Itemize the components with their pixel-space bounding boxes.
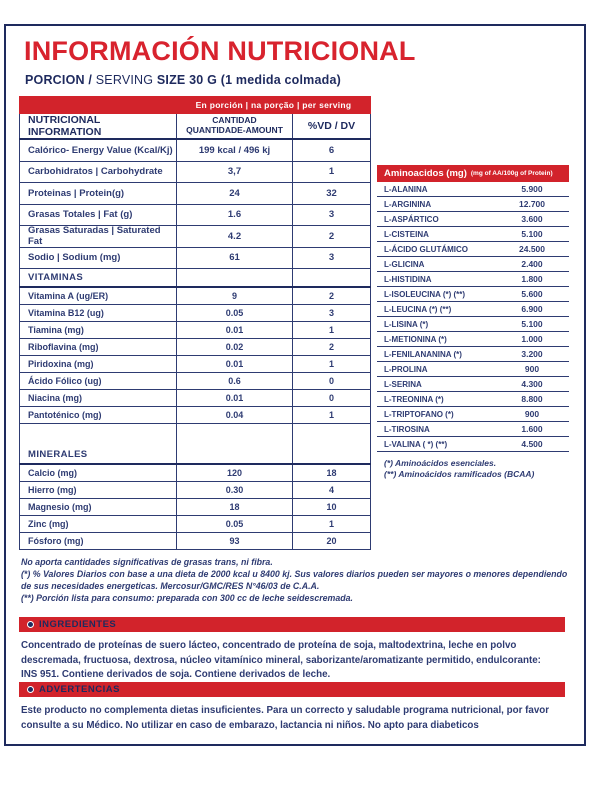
row-dv: [292, 269, 371, 286]
row-dv: 1: [292, 516, 371, 532]
row-amount: 3,7: [176, 162, 292, 183]
row-dv: 1: [292, 407, 371, 423]
amino-row: [377, 422, 569, 437]
row-label: Piridoxina (mg): [19, 356, 176, 372]
row-label: Ácido Fólico (ug): [19, 373, 176, 389]
header-col-amount: [176, 114, 292, 138]
amino-acids-table: [377, 165, 569, 481]
row-dv: 2: [292, 226, 371, 247]
amino-footnotes: [377, 458, 569, 481]
amino-name: L-LISINA (*): [384, 319, 429, 329]
amino-row: [377, 317, 569, 332]
table-row: [19, 305, 371, 322]
amino-header-subtitle: (mg of AA/100g of Protein): [470, 170, 553, 177]
row-label: Hierro (mg): [19, 482, 176, 498]
amino-row: [377, 392, 569, 407]
header-amount-line1: CANTIDAD: [212, 115, 257, 126]
table-row: [19, 248, 371, 270]
amino-value: 3.200: [521, 349, 543, 359]
per-serving-band: [19, 96, 371, 114]
row-amount: 199 kcal / 496 kj: [176, 140, 292, 161]
row-label: VITAMINAS: [19, 269, 176, 286]
amino-value: 5.600: [521, 289, 543, 299]
ingredients-heading: INGREDIENTES: [39, 619, 117, 630]
table-footnotes: [21, 556, 576, 605]
row-dv: 1: [292, 162, 371, 183]
amino-name: L-SERINA: [384, 379, 422, 389]
row-label: Vitamina A (ug/ER): [19, 288, 176, 304]
row-amount: 4.2: [176, 226, 292, 247]
header-col-dv: %VD / DV: [292, 114, 371, 138]
row-label: Grasas Saturadas | Saturated Fat: [19, 226, 176, 247]
row-label: Proteinas | Protein(g): [19, 183, 176, 204]
row-amount: [176, 446, 292, 463]
row-amount: 0.02: [176, 339, 292, 355]
table-row: [19, 390, 371, 407]
amino-row: [377, 257, 569, 272]
row-dv: 4: [292, 482, 371, 498]
page-title: INFORMACIÓN NUTRICIONAL: [24, 36, 416, 66]
row-label: Magnesio (mg): [19, 499, 176, 515]
row-dv: 18: [292, 465, 371, 481]
row-amount: 24: [176, 183, 292, 204]
row-dv: 2: [292, 339, 371, 355]
amino-value: 1.600: [521, 424, 543, 434]
table-row: [19, 499, 371, 516]
header-col-info: NUTRICIONAL INFORMATION: [19, 114, 176, 138]
amino-value: 5.100: [521, 319, 543, 329]
row-amount: 120: [176, 465, 292, 481]
footnote-daily-values: (*) % Valores Diarios con base a una dieta de 2000 kcal u 8400 kj. Sus valores diarios pueden ser mayores o menores dependiendo de sus necesidades energeticas. Mercosur/GMC/RES N°46/03 de C.A.A.: [21, 569, 568, 592]
amino-name: L-ÁCIDO GLUTÁMICO: [384, 244, 468, 254]
bullet-circle-icon: [27, 621, 34, 628]
amino-row: [377, 227, 569, 242]
amino-name: L-GLICINA: [384, 259, 425, 269]
amino-value: 1.000: [521, 334, 543, 344]
row-label: Fósforo (mg): [19, 533, 176, 549]
table-row: [19, 322, 371, 339]
row-amount: 0.01: [176, 390, 292, 406]
amino-row: [377, 347, 569, 362]
amino-row: [377, 272, 569, 287]
amino-row: [377, 407, 569, 422]
amino-value: 4.300: [521, 379, 543, 389]
table-row: [19, 533, 371, 550]
amino-name: L-FENILANANINA (*): [384, 349, 462, 359]
row-label: Riboflavina (mg): [19, 339, 176, 355]
row-amount: 0.30: [176, 482, 292, 498]
row-dv: 0: [292, 390, 371, 406]
row-amount: 9: [176, 288, 292, 304]
amino-name: L-TRIPTOFANO (*): [384, 409, 454, 419]
label-border-box: [4, 24, 586, 746]
table-row: [19, 516, 371, 533]
row-dv: 20: [292, 533, 371, 549]
row-dv: 0: [292, 373, 371, 389]
row-dv: 1: [292, 356, 371, 372]
table-row: [19, 226, 371, 248]
row-label: Grasas Totales | Fat (g): [19, 205, 176, 226]
row-dv: 3: [292, 248, 371, 269]
table-row: [19, 356, 371, 373]
row-amount: 0.05: [176, 516, 292, 532]
row-dv: 1: [292, 322, 371, 338]
warnings-text: Este producto no complementa dietas insuficientes. Para un correcto y saludable programa nutricional, por favor consulte a su Médico. No utilizar en caso de embarazo, lactancia ni niños. No apto para diabeticos: [21, 705, 550, 731]
amino-footnote-essential: (*) Aminoácidos esenciales.: [384, 458, 497, 468]
nutrition-table-body: [19, 140, 371, 550]
row-amount: 0.04: [176, 407, 292, 423]
amino-row: [377, 362, 569, 377]
amino-name: L-ARGININA: [384, 199, 432, 209]
amino-value: 12.700: [519, 199, 545, 209]
header-amount-line2: QUANTIDADE-AMOUNT: [186, 125, 283, 135]
row-amount: 0.01: [176, 356, 292, 372]
row-amount: 0.01: [176, 322, 292, 338]
table-row: [19, 339, 371, 356]
row-dv: [292, 424, 371, 446]
nutrition-table: [19, 96, 371, 550]
row-label: Carbohidratos | Carbohydrate: [19, 162, 176, 183]
amino-row: [377, 242, 569, 257]
amino-name: L-TIROSINA: [384, 424, 430, 434]
table-row: [19, 407, 371, 424]
amino-value: 1.800: [521, 274, 543, 284]
amino-row: [377, 332, 569, 347]
serving-label-es: PORCION /: [25, 73, 96, 87]
row-label: Vitamina B12 (ug): [19, 305, 176, 321]
amino-value: 24.500: [519, 244, 545, 254]
amino-name: L-ISOLEUCINA (*) (**): [384, 289, 466, 299]
amino-row: [377, 212, 569, 227]
amino-name: L-VALINA ( *) (**): [384, 439, 448, 449]
warnings-header-bar: [19, 682, 565, 697]
amino-table-body: [377, 182, 569, 452]
row-amount: 0.6: [176, 373, 292, 389]
amino-row: [377, 197, 569, 212]
amino-footnote-bcaa: (**) Aminoácidos ramificados (BCAA): [384, 469, 535, 480]
amino-name: L-CISTEINA: [384, 229, 429, 239]
row-amount: 18: [176, 499, 292, 515]
row-label: Calórico- Energy Value (Kcal/Kj): [19, 140, 176, 161]
amino-value: 4.500: [521, 439, 543, 449]
spacer-row: [19, 424, 371, 446]
table-row: [19, 288, 371, 305]
amino-value: 8.800: [521, 394, 543, 404]
row-label: Pantoténico (mg): [19, 407, 176, 423]
row-label: Zinc (mg): [19, 516, 176, 532]
row-dv: 32: [292, 183, 371, 204]
amino-value: 900: [524, 364, 540, 374]
bullet-circle-icon: [27, 686, 34, 693]
amino-name: L-METIONINA (*): [384, 334, 447, 344]
amino-name: L-HISTIDINA: [384, 274, 432, 284]
amino-value: 6.900: [521, 304, 543, 314]
section-header-row: [19, 269, 371, 288]
amino-row: [377, 287, 569, 302]
table-row: [19, 183, 371, 205]
row-label: Sodio | Sodium (mg): [19, 248, 176, 269]
row-amount: [176, 424, 292, 446]
row-amount: [176, 269, 292, 286]
amino-table-header: [377, 165, 569, 182]
warnings-heading: ADVERTENCIAS: [39, 684, 120, 695]
table-row: [19, 373, 371, 390]
amino-name: L-PROLINA: [384, 364, 428, 374]
amino-row: [377, 182, 569, 197]
row-dv: 3: [292, 205, 371, 226]
footnote-preparation: (**) Porción lista para consumo: preparada con 300 cc de leche seidescremada.: [21, 593, 353, 604]
row-label: Calcio (mg): [19, 465, 176, 481]
row-amount: 0.05: [176, 305, 292, 321]
row-amount: 61: [176, 248, 292, 269]
row-amount: 1.6: [176, 205, 292, 226]
amino-row: [377, 437, 569, 452]
table-row: [19, 482, 371, 499]
serving-size-value: SIZE 30 G (1 medida colmada): [156, 73, 342, 87]
section-header-row: [19, 446, 371, 465]
footnote-trans-fat: No aporta cantidades significativas de grasas trans, ni fibra.: [21, 557, 273, 567]
amino-value: 2.400: [521, 259, 543, 269]
table-row: [19, 205, 371, 227]
amino-value: 900: [524, 409, 540, 419]
amino-name: L-TREONINA (*): [384, 394, 444, 404]
serving-label-en: SERVING: [95, 73, 157, 87]
serving-size-line: [25, 73, 341, 87]
amino-name: L-LEUCINA (*) (**): [384, 304, 452, 314]
table-row: [19, 140, 371, 162]
row-label: Niacina (mg): [19, 390, 176, 406]
amino-row: [377, 377, 569, 392]
amino-name: L-ALANINA: [384, 184, 428, 194]
amino-value: 5.900: [521, 184, 543, 194]
row-dv: 2: [292, 288, 371, 304]
amino-header-title: Aminoacidos (mg): [384, 168, 467, 179]
row-amount: 93: [176, 533, 292, 549]
nutrition-table-header: [19, 114, 371, 140]
per-serving-band-label: En porción | na porção | per serving: [195, 100, 352, 110]
amino-value: 3.600: [521, 214, 543, 224]
amino-value: 5.100: [521, 229, 543, 239]
row-dv: 10: [292, 499, 371, 515]
table-row: [19, 162, 371, 184]
table-row: [19, 465, 371, 482]
row-label: [19, 424, 176, 446]
amino-name: L-ASPÁRTICO: [384, 214, 439, 224]
ingredients-text: Concentrado de proteínas de suero lácteo, concentrado de proteína de soja, maltodextrina, leche en polvo descremada, fructuosa, dextrosa, núcleo vitamínico mineral, saborizante/aromatizante permitido, endulcorante: INS 951. Contiene derivados de soja. Contiene derivados de leche.: [21, 640, 541, 681]
row-dv: 3: [292, 305, 371, 321]
row-dv: [292, 446, 371, 463]
row-dv: 6: [292, 140, 371, 161]
amino-row: [377, 302, 569, 317]
row-label: Tiamina (mg): [19, 322, 176, 338]
row-label: MINERALES: [19, 446, 176, 463]
ingredients-header-bar: [19, 617, 565, 632]
